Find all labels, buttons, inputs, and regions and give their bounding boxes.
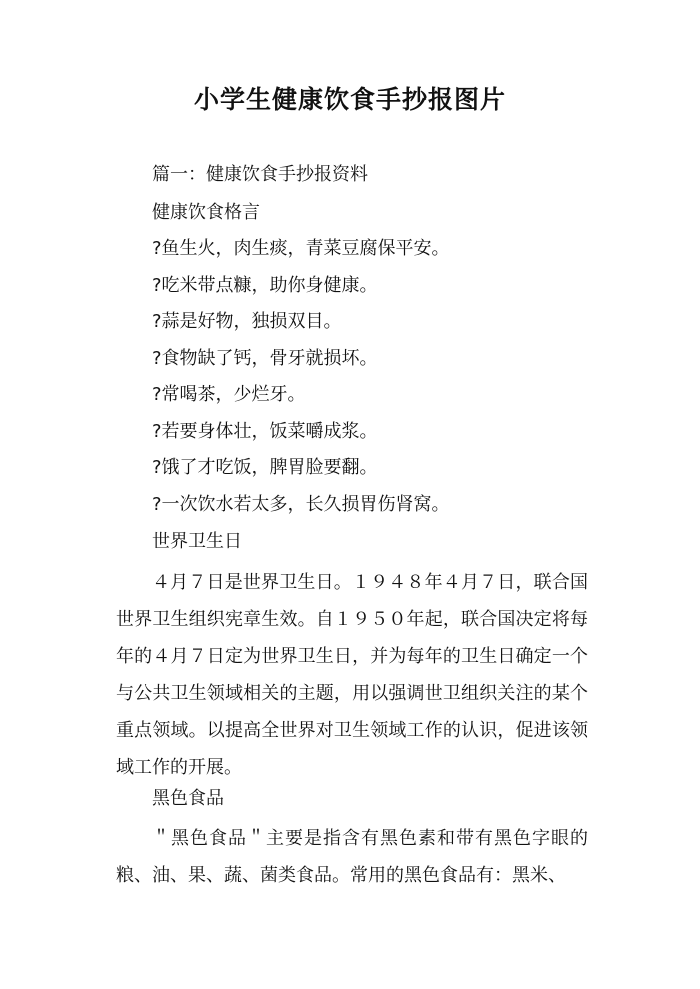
motto-line: ?饿了才吃饭，脾胃脸要翻。 bbox=[152, 457, 378, 478]
motto-line: ?吃米带点糠，助你身健康。 bbox=[152, 275, 378, 296]
motto-line: ?常喝茶，少烂牙。 bbox=[152, 384, 306, 405]
motto-line: ?蒜是好物，独损双目。 bbox=[152, 311, 342, 332]
black-food-paragraph: ＂黑色食品＂主要是指含有黑色素和带有黑色字眼的粮、油、果、蔬、菌类食品。常用的黑色食品有：黑米、 bbox=[116, 828, 588, 886]
motto-line: ?若要身体壮，饭菜嚼成浆。 bbox=[152, 421, 378, 442]
motto-line: ?食物缺了钙，骨牙就损坏。 bbox=[152, 348, 378, 369]
motto-line: ?鱼生火，肉生痰，青菜豆腐保平安。 bbox=[152, 238, 450, 259]
mottos-heading: 健康饮食格言 bbox=[152, 202, 260, 223]
health-day-paragraph: ４月７日是世界卫生日。１９４８年４月７日，联合国世界卫生组织宪章生效。自１９５０年起，联合国决定将每年的４月７日定为世界卫生日，并为每年的卫生日确定一个与公共卫生领域相关的主题，用以强调世卫组织关注的某个重点领域。以提高全世界对卫生领域工作的认识，促进该领域工作的开展。 bbox=[116, 572, 588, 778]
motto-line: ?一次饮水若太多，长久损胃伤肾窝。 bbox=[152, 494, 450, 515]
document-title: 小学生健康饮食手抄报图片 bbox=[193, 85, 506, 114]
section-heading: 篇一：健康饮食手抄报资料 bbox=[152, 164, 368, 185]
health-day-heading: 世界卫生日 bbox=[152, 531, 242, 552]
black-food-heading: 黑色食品 bbox=[152, 788, 224, 809]
